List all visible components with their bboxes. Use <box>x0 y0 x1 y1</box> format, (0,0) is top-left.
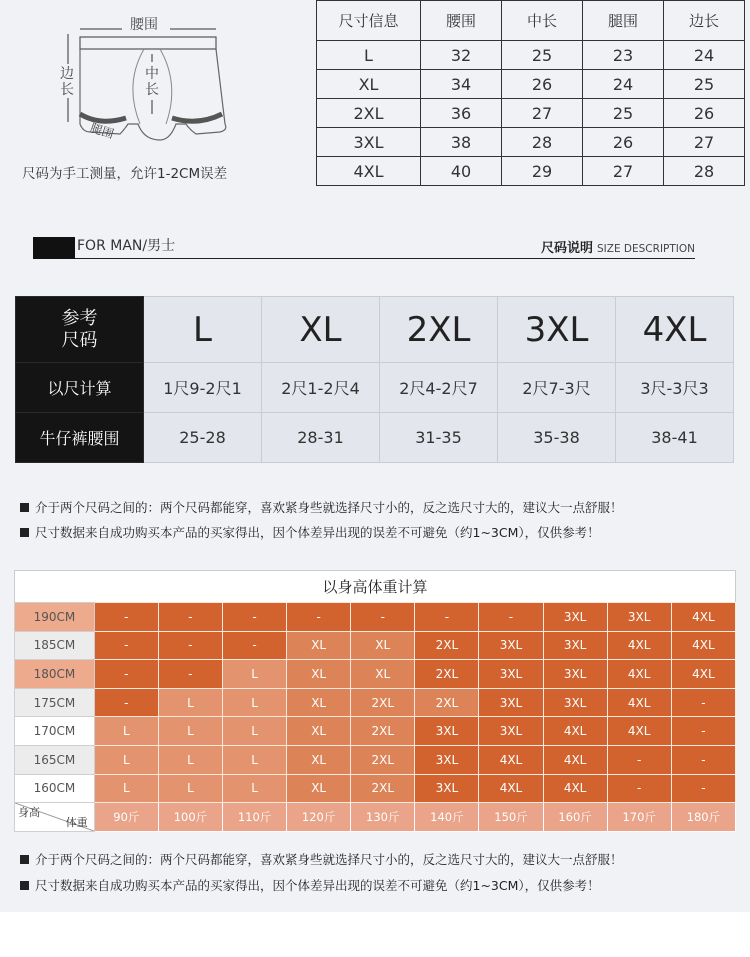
weight-label: 160斤 <box>543 803 607 832</box>
grid-cell: 4XL <box>607 688 671 717</box>
grid-cell: XL <box>287 774 351 803</box>
jeans-cell: 35-38 <box>498 413 616 463</box>
waist-label: 腰围 <box>130 17 158 33</box>
grid-cell: 2XL <box>351 717 415 746</box>
note-between-sizes <box>20 498 623 516</box>
weight-label: 100斤 <box>158 803 222 832</box>
mid-length-label: 中长 <box>145 66 159 98</box>
grid-cell: - <box>287 603 351 632</box>
table-cell: 27 <box>664 128 745 157</box>
measure-note: 尺码为手工测量，允许1-2CM误差 <box>22 166 228 182</box>
chi-cell: 3尺-3尺3 <box>616 363 734 413</box>
grid-cell: 4XL <box>543 717 607 746</box>
table-cell: 32 <box>421 41 502 70</box>
heading-for-man: FOR MAN/男士 <box>77 238 176 254</box>
grid-cell: 4XL <box>607 631 671 660</box>
table-cell: XL <box>317 70 421 99</box>
jeans-cell: 38-41 <box>616 413 734 463</box>
table-cell: 2XL <box>317 99 421 128</box>
chi-cell: 1尺9-2尺1 <box>144 363 262 413</box>
square-bullet-icon <box>20 503 29 512</box>
note-text: 尺寸数据来自成功购买本产品的买家得出，因个体差异出现的误差不可避免（约1~3CM），仅供参考！ <box>35 525 600 540</box>
grid-cell: - <box>94 603 158 632</box>
table-row <box>317 70 745 99</box>
grid-cell: 3XL <box>607 603 671 632</box>
grid-cell: 4XL <box>543 745 607 774</box>
grid-row <box>15 660 736 689</box>
grid-cell: - <box>351 603 415 632</box>
corner-cell <box>15 803 95 832</box>
height-label: 175CM <box>15 688 95 717</box>
weight-label: 180斤 <box>671 803 735 832</box>
size-cell: XL <box>262 297 380 363</box>
table-cell: 24 <box>583 70 664 99</box>
table-cell: 27 <box>502 99 583 128</box>
ref-head-line1: 参考 <box>61 307 98 329</box>
table-cell: 38 <box>421 128 502 157</box>
table-cell: 40 <box>421 157 502 186</box>
note-text: 介于两个尺码之间的：两个尺码都能穿，喜欢紧身些就选择尺寸小的，反之选尺寸大的，建议大一点舒服！ <box>35 500 623 515</box>
grid-cell: - <box>607 774 671 803</box>
heading-size-description <box>541 237 695 256</box>
grid-cell: - <box>158 660 222 689</box>
grid-cell: - <box>222 631 286 660</box>
jeans-cell: 25-28 <box>144 413 262 463</box>
grid-title: 以身高体重计算 <box>14 570 736 602</box>
grid-cell: 3XL <box>543 603 607 632</box>
grid-cell: - <box>607 745 671 774</box>
weight-row <box>15 803 736 832</box>
grid-cell: L <box>94 717 158 746</box>
height-weight-grid <box>14 570 736 832</box>
heading-right-cn: 尺码说明 <box>540 241 593 256</box>
heading-right-en: SIZE DESCRIPTION <box>597 243 695 255</box>
note-data-source-bottom <box>20 876 600 894</box>
square-bullet-icon <box>20 855 29 864</box>
weight-label: 150斤 <box>479 803 543 832</box>
grid-cell: L <box>158 774 222 803</box>
table-cell: 26 <box>583 128 664 157</box>
reference-size-table <box>15 296 734 463</box>
corner-weight-label: 体重 <box>65 815 88 829</box>
grid-cell: L <box>158 688 222 717</box>
grid-row <box>15 688 736 717</box>
grid-row <box>15 774 736 803</box>
height-label: 165CM <box>15 745 95 774</box>
grid-cell: XL <box>287 745 351 774</box>
table-cell: 25 <box>583 99 664 128</box>
table-row <box>16 413 734 463</box>
heading-block-decoration <box>33 237 75 259</box>
height-label: 185CM <box>15 631 95 660</box>
grid-cell: 4XL <box>671 631 735 660</box>
jeans-cell: 28-31 <box>262 413 380 463</box>
ref-head-size <box>16 297 144 363</box>
grid-cell: XL <box>287 631 351 660</box>
grid-cell: 3XL <box>479 717 543 746</box>
table-cell: 28 <box>664 157 745 186</box>
grid-cell: - <box>222 603 286 632</box>
grid-cell: 2XL <box>351 688 415 717</box>
grid-cell: - <box>94 660 158 689</box>
height-label: 180CM <box>15 660 95 689</box>
grid-row <box>15 631 736 660</box>
table-cell: 25 <box>502 41 583 70</box>
grid-cell: L <box>222 774 286 803</box>
table-cell: 34 <box>421 70 502 99</box>
table-header-cell: 腿围 <box>583 1 664 41</box>
section-heading <box>33 233 695 259</box>
note-text: 尺寸数据来自成功购买本产品的买家得出，因个体差异出现的误差不可避免（约1~3CM），仅供参考！ <box>35 878 600 893</box>
grid-cell: 3XL <box>479 660 543 689</box>
grid-cell: L <box>158 745 222 774</box>
table-row <box>317 41 745 70</box>
grid-cell: - <box>479 603 543 632</box>
table-cell: 26 <box>502 70 583 99</box>
grid-cell: 3XL <box>543 631 607 660</box>
table-cell: 25 <box>664 70 745 99</box>
grid-row <box>15 603 736 632</box>
grid-cell: - <box>158 603 222 632</box>
ref-head-line2: 尺码 <box>61 329 98 351</box>
table-row <box>317 157 745 186</box>
table-cell: 36 <box>421 99 502 128</box>
size-cell: 3XL <box>498 297 616 363</box>
side-length-label: 边长 <box>60 66 74 98</box>
grid-cell: 4XL <box>671 603 735 632</box>
note-data-source <box>20 523 600 541</box>
jeans-cell: 31-35 <box>380 413 498 463</box>
note-between-sizes-bottom <box>20 850 623 868</box>
grid-cell: 4XL <box>607 717 671 746</box>
grid-cell: - <box>94 688 158 717</box>
note-text: 介于两个尺码之间的：两个尺码都能穿，喜欢紧身些就选择尺寸小的，反之选尺寸大的，建议大一点舒服！ <box>35 852 623 867</box>
table-cell: 26 <box>664 99 745 128</box>
ref-head-chi: 以尺计算 <box>16 363 144 413</box>
table-cell: 4XL <box>317 157 421 186</box>
grid-cell: XL <box>287 660 351 689</box>
grid-cell: L <box>94 745 158 774</box>
grid-cell: 2XL <box>415 660 479 689</box>
grid-cell: 3XL <box>415 717 479 746</box>
briefs-diagram <box>20 14 280 184</box>
weight-label: 170斤 <box>607 803 671 832</box>
grid-cell: XL <box>287 717 351 746</box>
corner-height-label: 身高 <box>18 806 40 820</box>
table-row <box>317 99 745 128</box>
grid-cell: - <box>671 688 735 717</box>
grid-cell: L <box>222 660 286 689</box>
grid-cell: - <box>415 603 479 632</box>
weight-label: 120斤 <box>287 803 351 832</box>
grid-row <box>15 717 736 746</box>
grid-cell: XL <box>351 631 415 660</box>
size-info-table <box>316 0 745 186</box>
table-cell: L <box>317 41 421 70</box>
size-cell: 2XL <box>380 297 498 363</box>
grid-cell: 3XL <box>415 745 479 774</box>
grid-cell: 3XL <box>415 774 479 803</box>
height-weight-table <box>14 602 736 832</box>
square-bullet-icon <box>20 881 29 890</box>
grid-cell: 2XL <box>415 688 479 717</box>
height-label: 190CM <box>15 603 95 632</box>
grid-cell: 4XL <box>479 745 543 774</box>
table-header-cell: 尺寸信息 <box>317 1 421 41</box>
grid-cell: - <box>671 745 735 774</box>
table-cell: 27 <box>583 157 664 186</box>
grid-cell: L <box>158 717 222 746</box>
table-row <box>317 128 745 157</box>
grid-cell: - <box>671 717 735 746</box>
grid-cell: 3XL <box>479 631 543 660</box>
size-cell: L <box>144 297 262 363</box>
ref-head-jeans: 牛仔裤腰围 <box>16 413 144 463</box>
grid-cell: 2XL <box>351 745 415 774</box>
table-cell: 24 <box>664 41 745 70</box>
table-cell: 28 <box>502 128 583 157</box>
grid-cell: 3XL <box>479 688 543 717</box>
weight-label: 140斤 <box>415 803 479 832</box>
grid-cell: 3XL <box>543 688 607 717</box>
grid-cell: 4XL <box>671 660 735 689</box>
table-cell: 23 <box>583 41 664 70</box>
leg-label: 腿围 <box>88 120 116 142</box>
grid-cell: 2XL <box>415 631 479 660</box>
weight-label: 110斤 <box>222 803 286 832</box>
grid-row <box>15 745 736 774</box>
table-row <box>16 297 734 363</box>
grid-cell: - <box>671 774 735 803</box>
grid-cell: 2XL <box>351 774 415 803</box>
grid-cell: XL <box>287 688 351 717</box>
grid-cell: L <box>94 774 158 803</box>
height-label: 160CM <box>15 774 95 803</box>
grid-cell: L <box>222 745 286 774</box>
weight-label: 90斤 <box>94 803 158 832</box>
size-cell: 4XL <box>616 297 734 363</box>
grid-cell: XL <box>351 660 415 689</box>
table-cell: 29 <box>502 157 583 186</box>
table-header-row <box>317 1 745 41</box>
grid-cell: 3XL <box>543 660 607 689</box>
table-header-cell: 腰围 <box>421 1 502 41</box>
chi-cell: 2尺7-3尺 <box>498 363 616 413</box>
table-header-cell: 边长 <box>664 1 745 41</box>
weight-label: 130斤 <box>351 803 415 832</box>
chi-cell: 2尺1-2尺4 <box>262 363 380 413</box>
height-label: 170CM <box>15 717 95 746</box>
grid-cell: 4XL <box>543 774 607 803</box>
square-bullet-icon <box>20 528 29 537</box>
table-row <box>16 363 734 413</box>
grid-cell: L <box>222 717 286 746</box>
grid-cell: 4XL <box>479 774 543 803</box>
grid-cell: - <box>94 631 158 660</box>
table-header-cell: 中长 <box>502 1 583 41</box>
grid-cell: 4XL <box>607 660 671 689</box>
table-cell: 3XL <box>317 128 421 157</box>
grid-cell: L <box>222 688 286 717</box>
chi-cell: 2尺4-2尺7 <box>380 363 498 413</box>
grid-cell: - <box>158 631 222 660</box>
